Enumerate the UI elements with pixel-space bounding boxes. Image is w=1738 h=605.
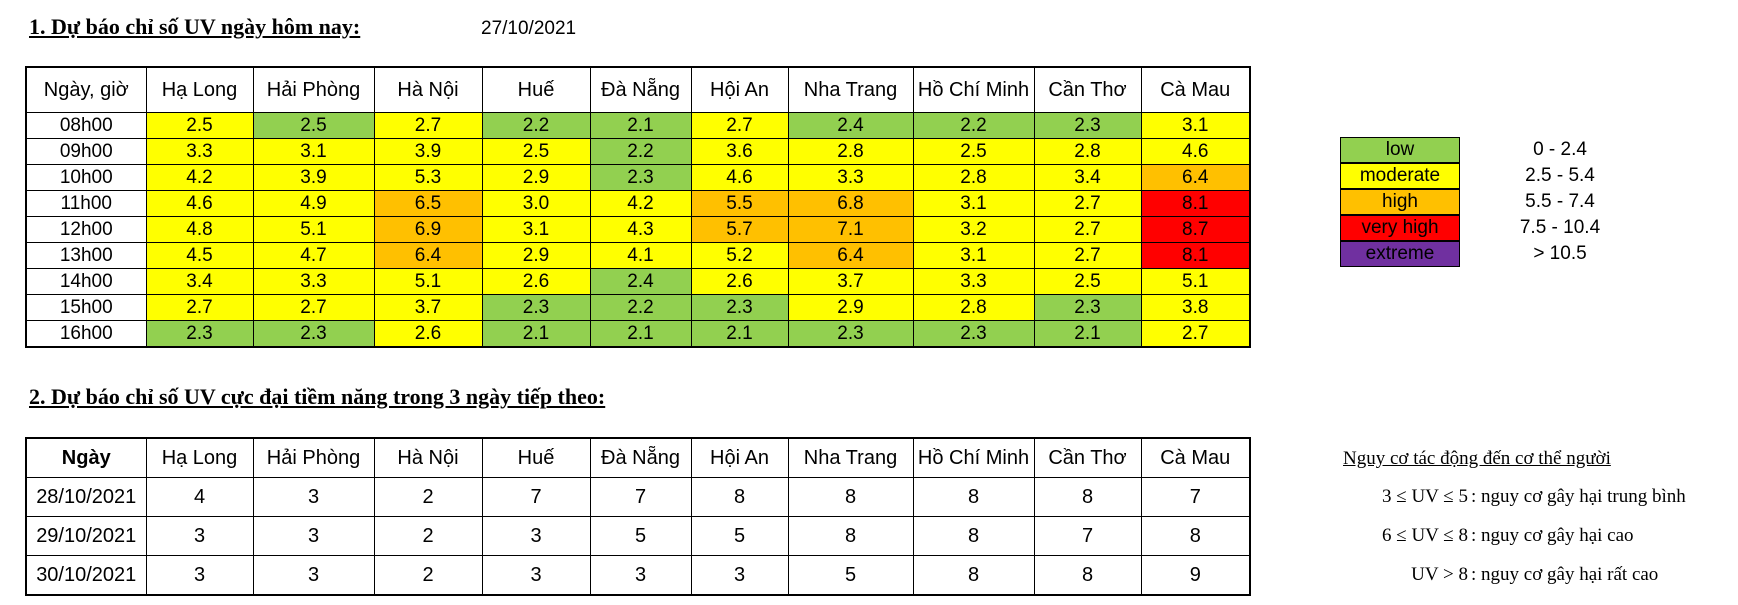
city-header: Hải Phòng xyxy=(253,67,374,113)
uv-max-cell: 4 xyxy=(146,478,253,517)
legend-range: 5.5 - 7.4 xyxy=(1525,191,1595,212)
legend-range: 2.5 - 5.4 xyxy=(1525,165,1595,186)
uv-max-cell: 9 xyxy=(1141,556,1250,596)
uv-max-cell: 8 xyxy=(788,478,913,517)
uv-cell: 3.3 xyxy=(146,139,253,165)
city-header: Nha Trang xyxy=(788,438,913,478)
uv-cell: 2.7 xyxy=(1034,243,1141,269)
uv-cell: 2.2 xyxy=(590,295,691,321)
city-header: Hội An xyxy=(691,67,788,113)
uv-cell: 2.8 xyxy=(1034,139,1141,165)
uv-max-cell: 8 xyxy=(1141,517,1250,556)
city-header: Hải Phòng xyxy=(253,438,374,478)
uv-cell: 2.8 xyxy=(913,165,1034,191)
city-header: Hạ Long xyxy=(146,438,253,478)
uv-cell: 2.7 xyxy=(1034,191,1141,217)
time-cell: 14h00 xyxy=(26,269,146,295)
city-header: Hồ Chí Minh xyxy=(913,67,1034,113)
uv-max-cell: 2 xyxy=(374,556,482,596)
uv-cell: 2.5 xyxy=(913,139,1034,165)
uv-cell: 5.1 xyxy=(253,217,374,243)
uv-max-cell: 3 xyxy=(691,556,788,596)
table-row xyxy=(26,243,1250,269)
uv-cell: 4.3 xyxy=(590,217,691,243)
uv-cell: 3.7 xyxy=(374,295,482,321)
uv-cell: 4.6 xyxy=(1141,139,1250,165)
uv-cell: 2.8 xyxy=(913,295,1034,321)
uv-cell: 3.4 xyxy=(146,269,253,295)
uv-cell: 2.8 xyxy=(788,139,913,165)
uv-max-cell: 5 xyxy=(788,556,913,596)
uv-max-cell: 3 xyxy=(146,517,253,556)
table-row xyxy=(26,113,1250,139)
table-row xyxy=(26,269,1250,295)
uv-cell: 3.8 xyxy=(1141,295,1250,321)
uv-max-cell: 7 xyxy=(590,478,691,517)
risk-condition: 6 ≤ UV ≤ 8 xyxy=(1382,525,1468,546)
risk-panel xyxy=(1343,448,1686,603)
uv-cell: 2.6 xyxy=(374,321,482,348)
risk-condition: 3 ≤ UV ≤ 5 xyxy=(1382,486,1468,507)
uv-today-table xyxy=(25,66,1251,348)
legend-swatch: low xyxy=(1340,137,1460,163)
date-cell: 29/10/2021 xyxy=(26,517,146,556)
uv-cell: 3.9 xyxy=(253,165,374,191)
city-header: Cần Thơ xyxy=(1034,438,1141,478)
uv-cell: 2.3 xyxy=(1034,295,1141,321)
uv-cell: 3.4 xyxy=(1034,165,1141,191)
table-row xyxy=(26,217,1250,243)
uv-cell: 3.1 xyxy=(482,217,590,243)
uv-cell: 2.4 xyxy=(788,113,913,139)
risk-item xyxy=(1343,564,1659,603)
city-header: Cà Mau xyxy=(1141,438,1250,478)
uv-cell: 3.3 xyxy=(913,269,1034,295)
time-cell: 15h00 xyxy=(26,295,146,321)
uv-cell: 4.6 xyxy=(146,191,253,217)
uv-max-cell: 7 xyxy=(1034,517,1141,556)
uv-cell: 8.1 xyxy=(1141,191,1250,217)
uv-max-cell: 8 xyxy=(788,517,913,556)
uv-cell: 6.4 xyxy=(788,243,913,269)
time-cell: 16h00 xyxy=(26,321,146,348)
uv-max-cell: 8 xyxy=(691,478,788,517)
uv-cell: 4.9 xyxy=(253,191,374,217)
uv-max-cell: 8 xyxy=(1034,478,1141,517)
uv-cell: 2.7 xyxy=(1141,321,1250,348)
time-cell: 12h00 xyxy=(26,217,146,243)
header-date: Ngày xyxy=(26,438,146,478)
uv-cell: 4.2 xyxy=(146,165,253,191)
uv-cell: 2.3 xyxy=(1034,113,1141,139)
time-cell: 08h00 xyxy=(26,113,146,139)
uv-cell: 2.2 xyxy=(590,139,691,165)
uv-forecast-table xyxy=(25,437,1251,596)
uv-cell: 2.7 xyxy=(691,113,788,139)
uv-cell: 4.6 xyxy=(691,165,788,191)
legend-range: > 10.5 xyxy=(1533,243,1587,264)
table-row xyxy=(26,556,1250,596)
uv-cell: 2.9 xyxy=(482,165,590,191)
uv-max-cell: 5 xyxy=(691,517,788,556)
time-cell: 13h00 xyxy=(26,243,146,269)
risk-item xyxy=(1343,486,1686,525)
table-row xyxy=(26,191,1250,217)
city-header: Huế xyxy=(482,438,590,478)
uv-max-cell: 3 xyxy=(253,478,374,517)
uv-cell: 3.1 xyxy=(253,139,374,165)
time-cell: 11h00 xyxy=(26,191,146,217)
uv-max-cell: 3 xyxy=(482,556,590,596)
uv-cell: 2.6 xyxy=(691,269,788,295)
header-time: Ngày, giờ xyxy=(26,67,146,113)
time-cell: 09h00 xyxy=(26,139,146,165)
uv-cell: 2.2 xyxy=(913,113,1034,139)
table-row xyxy=(26,478,1250,517)
city-header: Hà Nội xyxy=(374,67,482,113)
uv-cell: 2.5 xyxy=(253,113,374,139)
uv-cell: 3.3 xyxy=(253,269,374,295)
table-row xyxy=(26,165,1250,191)
date-cell: 30/10/2021 xyxy=(26,556,146,596)
uv-max-cell: 2 xyxy=(374,517,482,556)
uv-cell: 5.1 xyxy=(374,269,482,295)
uv-cell: 6.4 xyxy=(374,243,482,269)
uv-cell: 3.7 xyxy=(788,269,913,295)
uv-max-cell: 5 xyxy=(590,517,691,556)
uv-cell: 6.4 xyxy=(1141,165,1250,191)
uv-max-cell: 3 xyxy=(482,517,590,556)
legend-swatch: extreme xyxy=(1340,241,1460,267)
legend-range: 7.5 - 10.4 xyxy=(1519,217,1601,238)
uv-cell: 2.3 xyxy=(146,321,253,348)
uv-cell: 3.1 xyxy=(913,243,1034,269)
risk-description: : nguy cơ gây hại rất cao xyxy=(1471,564,1659,585)
city-header: Cần Thơ xyxy=(1034,67,1141,113)
table-row xyxy=(26,321,1250,348)
uv-cell: 2.7 xyxy=(374,113,482,139)
city-header: Hồ Chí Minh xyxy=(913,438,1034,478)
legend-swatch: high xyxy=(1340,189,1460,215)
forecast-date: 27/10/2021 xyxy=(481,18,577,39)
section1-title: 1. Dự báo chỉ số UV ngày hôm nay: xyxy=(29,14,361,39)
risk-condition: UV > 8 xyxy=(1411,564,1468,585)
uv-cell: 8.1 xyxy=(1141,243,1250,269)
uv-cell: 2.4 xyxy=(590,269,691,295)
uv-cell: 2.5 xyxy=(482,139,590,165)
uv-cell: 5.5 xyxy=(691,191,788,217)
uv-max-cell: 7 xyxy=(482,478,590,517)
uv-cell: 6.5 xyxy=(374,191,482,217)
uv-cell: 3.0 xyxy=(482,191,590,217)
city-header: Hà Nội xyxy=(374,438,482,478)
uv-cell: 8.7 xyxy=(1141,217,1250,243)
uv-max-cell: 2 xyxy=(374,478,482,517)
uv-cell: 2.9 xyxy=(788,295,913,321)
table-row xyxy=(26,517,1250,556)
table-row xyxy=(26,139,1250,165)
uv-cell: 2.3 xyxy=(913,321,1034,348)
uv-cell: 4.5 xyxy=(146,243,253,269)
city-header: Nha Trang xyxy=(788,67,913,113)
uv-cell: 4.8 xyxy=(146,217,253,243)
uv-cell: 2.6 xyxy=(482,269,590,295)
uv-max-cell: 3 xyxy=(146,556,253,596)
legend-range: 0 - 2.4 xyxy=(1533,139,1587,160)
city-header: Đà Nẵng xyxy=(590,67,691,113)
uv-cell: 3.1 xyxy=(1141,113,1250,139)
risk-item xyxy=(1343,525,1634,564)
uv-cell: 2.7 xyxy=(1034,217,1141,243)
uv-cell: 5.1 xyxy=(1141,269,1250,295)
uv-cell: 2.3 xyxy=(253,321,374,348)
uv-cell: 2.3 xyxy=(788,321,913,348)
uv-max-cell: 8 xyxy=(1034,556,1141,596)
uv-cell: 2.9 xyxy=(482,243,590,269)
uv-cell: 2.1 xyxy=(482,321,590,348)
time-cell: 10h00 xyxy=(26,165,146,191)
uv-cell: 2.3 xyxy=(590,165,691,191)
uv-cell: 2.1 xyxy=(691,321,788,348)
uv-max-cell: 8 xyxy=(913,517,1034,556)
risk-title: Nguy cơ tác động đến cơ thể người xyxy=(1343,448,1611,469)
table-row xyxy=(26,295,1250,321)
uv-cell: 5.7 xyxy=(691,217,788,243)
uv-cell: 2.1 xyxy=(1034,321,1141,348)
uv-cell: 3.3 xyxy=(788,165,913,191)
city-header: Cà Mau xyxy=(1141,67,1250,113)
uv-cell: 2.5 xyxy=(146,113,253,139)
uv-cell: 7.1 xyxy=(788,217,913,243)
uv-cell: 2.1 xyxy=(590,113,691,139)
uv-cell: 2.7 xyxy=(253,295,374,321)
city-header: Hạ Long xyxy=(146,67,253,113)
uv-cell: 4.2 xyxy=(590,191,691,217)
risk-description: : nguy cơ gây hại trung bình xyxy=(1471,486,1686,507)
uv-cell: 2.1 xyxy=(590,321,691,348)
legend-swatch: very high xyxy=(1340,215,1460,241)
uv-max-cell: 8 xyxy=(913,556,1034,596)
uv-cell: 4.1 xyxy=(590,243,691,269)
uv-cell: 6.9 xyxy=(374,217,482,243)
uv-max-cell: 3 xyxy=(253,517,374,556)
risk-description: : nguy cơ gây hại cao xyxy=(1471,525,1634,546)
uv-cell: 3.1 xyxy=(913,191,1034,217)
uv-max-cell: 3 xyxy=(590,556,691,596)
uv-max-cell: 7 xyxy=(1141,478,1250,517)
uv-cell: 2.3 xyxy=(691,295,788,321)
date-cell: 28/10/2021 xyxy=(26,478,146,517)
uv-cell: 3.9 xyxy=(374,139,482,165)
section2-title: 2. Dự báo chỉ số UV cực đại tiềm năng trong 3 ngày tiếp theo: xyxy=(29,384,606,409)
uv-cell: 5.3 xyxy=(374,165,482,191)
uv-cell: 2.7 xyxy=(146,295,253,321)
uv-cell: 2.2 xyxy=(482,113,590,139)
uv-max-cell: 3 xyxy=(253,556,374,596)
uv-cell: 3.6 xyxy=(691,139,788,165)
uv-cell: 3.2 xyxy=(913,217,1034,243)
city-header: Huế xyxy=(482,67,590,113)
uv-max-cell: 8 xyxy=(913,478,1034,517)
uv-cell: 5.2 xyxy=(691,243,788,269)
uv-cell: 2.5 xyxy=(1034,269,1141,295)
city-header: Đà Nẵng xyxy=(590,438,691,478)
legend-swatch: moderate xyxy=(1340,163,1460,189)
uv-cell: 4.7 xyxy=(253,243,374,269)
city-header: Hội An xyxy=(691,438,788,478)
uv-cell: 2.3 xyxy=(482,295,590,321)
uv-cell: 6.8 xyxy=(788,191,913,217)
